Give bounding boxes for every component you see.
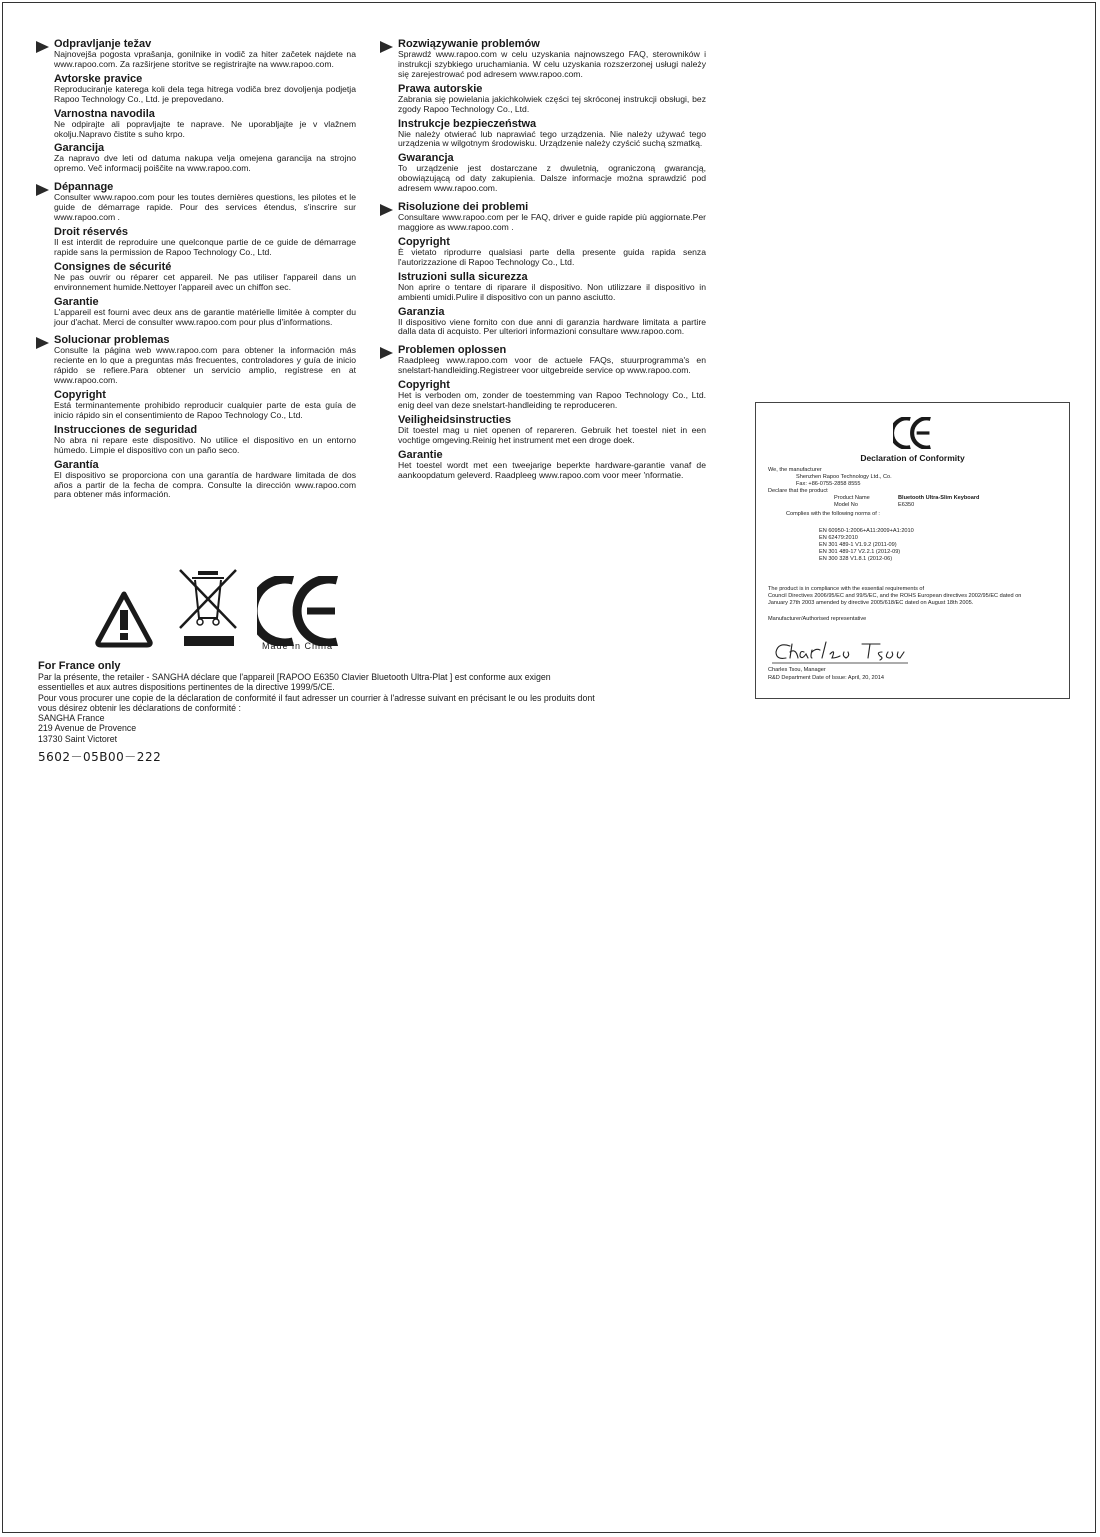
france-title: For France only (38, 660, 121, 672)
doc-we: We, the manufacturer (768, 467, 822, 473)
ce-mark-icon (893, 417, 933, 449)
section-body: Nie należy otwierać lub naprawiać tego urządzenia. Nie należy używać tego urządzenia w wilgotnym środowisku. Urządzenie należy czyścić suchą szmatką. (398, 128, 706, 149)
france-line: SANGHA France (38, 713, 105, 724)
left-column (36, 38, 356, 507)
section-heading: Veiligheidsinstructies (398, 413, 512, 426)
section-body: Está terminantemente prohibido reproducir cualquier parte de esta guía de inicio rápido sin el consentimiento de Rapoo Technology Co., Ltd. (54, 400, 356, 420)
doc-norm: EN 300 328 V1.8.1 (2012-06) (819, 556, 893, 562)
section-heading: Instrucciones de seguridad (54, 423, 198, 436)
arrow-bullet-icon (36, 184, 49, 196)
language-block-slovenian (36, 38, 356, 174)
section-body: L'appareil est fourni avec deux ans de garantie matérielle limitée à compter du jour d'achat. Merci de consulter www.rapoo.com pour plus d'informations. (54, 306, 356, 327)
section-heading: Droit réservés (54, 225, 128, 238)
doc-product-name-label: Product Name (834, 495, 870, 501)
doc-signer: Charles Tsou, Manager (768, 667, 826, 673)
doc-product-name: Bluetooth Ultra-Slim Keyboard (898, 495, 980, 501)
doc-model: E6350 (898, 502, 915, 508)
section-body: Consulte la página web www.rapoo.com para obtener la información más reciente en lo que a preguntas más frecuentes, controladores y guía de inicio rápido se refiere.Para obtener un servicio amplio, regístrese en at www.rapoo.com. (54, 345, 356, 386)
section-body: Najnovejša pogosta vprašanja, gonilnike in vodič za hiter začetek najdete na www.rapoo.com. Za razširjene storitve se registrirajte na www.rapoo.com. (54, 49, 356, 69)
section-heading: Istruzioni sulla sicurezza (398, 270, 528, 283)
france-line: vous désirez obtenir les déclarations de conformité : (38, 702, 241, 713)
declaration-of-conformity (755, 402, 1070, 699)
section-heading: Copyright (54, 389, 106, 402)
language-block-spanish (36, 334, 356, 500)
arrow-bullet-icon (36, 337, 49, 349)
doc-compliance: January 27th 2003 amended by directive 2005/618/EC dated on August 18th 2005. (768, 600, 974, 606)
section-body: Reproduciranje katerega koli dela tega hitrega vodiča brez dovoljenja podjetja Rapoo Technology Co., Ltd. je prepovedano. (54, 83, 356, 104)
arrow-bullet-icon (380, 204, 393, 216)
weee-bin-icon (176, 566, 242, 648)
section-heading: Avtorske pravice (54, 72, 143, 85)
section-body: Het is verboden om, zonder de toestemming van Rapoo Technology Co., Ltd. enig deel van deze snelstart-handleiding te reproduceren. (398, 390, 706, 411)
language-block-dutch (380, 344, 706, 480)
section-body: È vietato riprodurre qualsiasi parte della presente guida rapida senza l'autorizzazione di Rapoo Technology Co., Ltd. (398, 246, 706, 267)
language-block-polish (380, 38, 706, 194)
section-heading: Risoluzione dei problemi (398, 201, 529, 214)
section-heading: Garanzia (398, 305, 445, 318)
doc-company: Shenzhen Rapoo Technology Ltd., Co. (796, 474, 892, 480)
section-body: Ne pas ouvrir ou réparer cet appareil. Ne pas utiliser l'appareil dans un environnement humide.Nettoyer l'appareil avec un chiffon sec. (54, 271, 356, 292)
doc-department: R&D Department Date of Issue: April, 20, 2014 (768, 675, 884, 681)
doc-compliance: The product is in compliance with the essential requirements of (768, 586, 925, 592)
section-body: Dit toestel mag u niet openen of repareren. Gebruik het toestel niet in een vochtige omgeving.Reinig het instrument met een droge doek. (398, 424, 706, 445)
section-heading: Rozwiązywanie problemów (398, 38, 540, 50)
section-heading: Garantía (54, 458, 99, 471)
section-body: To urządzenie jest dostarczane z dwuletnią, ograniczoną gwarancją, obowiązującą od daty zakupienia. Dalsze informacje można sprawdzić pod adresem www.rapoo.com. (398, 163, 706, 194)
section-heading: Gwarancja (398, 152, 454, 165)
section-heading: Consignes de sécurité (54, 260, 172, 273)
section-heading: Copyright (398, 379, 450, 392)
section-body: Zabrania się powielania jakichkolwiek części tej skróconej instrukcji obsługi, bez zgody Rapoo Technology Co., Ltd. (398, 93, 706, 114)
doc-norm: EN 60950-1:2006+A11:2009+A1:2010 (819, 528, 914, 534)
handwritten-signature (770, 638, 910, 664)
section-body: Il dispositivo viene fornito con due anni di garanzia hardware limitata a partire dalla data di acquisto. Per ulteriori informazioni consultare www.rapoo.com. (398, 316, 706, 337)
france-line: 219 Avenue de Provence (38, 723, 137, 734)
language-block-italian (380, 201, 706, 337)
section-body: Raadpleeg www.rapoo.com voor de actuele FAQs, stuurprogramma's en snelstart-handleiding.Registreer voor uitgebreide service op www.rapoo.com. (398, 355, 706, 376)
section-heading: Garancija (54, 142, 105, 155)
part-number: 5602－05B00－222 (38, 750, 162, 765)
doc-model-label: Model No (834, 502, 858, 508)
section-body: Ne odpirajte ali popravljajte te naprave. Ne uporabljajte je v vlažnem okolju.Napravo čistite s suho krpo. (54, 118, 356, 139)
doc-complies: Complies with the following norms of : (786, 511, 880, 517)
section-body: Consultare www.rapoo.com per le FAQ, driver e guide rapide più aggiornate.Per maggiore as www.rapoo.com . (398, 212, 706, 232)
section-body: Het toestel wordt met een tweejarige beperkte hardware-garantie vanaf de aankoopdatum geleverd. Raadpleeg www.rapoo.com voor meer 'nformatie. (398, 459, 706, 480)
doc-norm: EN 301 489-1 V1.9.2 (2011-09) (819, 542, 897, 548)
france-line: essentielles et aux autres dispositions pertinentes de la directive 1999/5/CE. (38, 682, 335, 693)
france-line: Par la présente, the retailer - SANGHA déclare que l'appareil [RAPOO E6350 Clavier Bluetooth Ultra-Plat ] est conforme aux exigen (38, 672, 551, 682)
warning-icon (94, 590, 154, 650)
arrow-bullet-icon (36, 41, 49, 53)
france-line: Pour vous procurer une copie de la déclaration de conformité il faut adresser un courrier à l'adresse suivant en précisant le ou les produits dont (38, 692, 595, 703)
france-line: 13730 Saint Victoret (38, 733, 118, 744)
section-body: Non aprire o tentare di riparare il dispositivo. Non utilizzare il dispositivo in ambienti umidi.Pulire il dispositivo con un panno asciutto. (398, 281, 706, 302)
middle-column (380, 38, 706, 488)
section-heading: Garantie (398, 448, 443, 461)
section-body: No abra ni repare este dispositivo. No utilice el dispositivo en un entorno húmedo. Limpie el dispositivo con un paño seco. (54, 434, 356, 455)
section-heading: Odpravljanje težav (54, 38, 152, 50)
doc-title: Declaration of Conformity (860, 453, 965, 463)
section-heading: Copyright (398, 235, 450, 248)
doc-fax: Fax: +86-0755-2858 8555 (796, 481, 861, 487)
section-heading: Garantie (54, 295, 99, 308)
france-notice (38, 660, 718, 765)
section-heading: Prawa autorskie (398, 82, 483, 95)
language-block-french (36, 181, 356, 327)
doc-norm: EN 62479:2010 (819, 535, 858, 541)
section-heading: Solucionar problemas (54, 334, 170, 347)
doc-norm: EN 301 489-17 V2.2.1 (2012-09) (819, 549, 901, 555)
made-in-label: Made in China (262, 641, 334, 651)
doc-representative: Manufacturer/Authorised representative (768, 616, 867, 622)
ce-mark-icon (257, 576, 341, 646)
section-heading: Instrukcje bezpieczeństwa (398, 117, 537, 130)
section-body: El dispositivo se proporciona con una garantía de hardware limitada de dos años a partir de la fecha de compra. Consulte la dirección www.rapoo.com para obtener más información. (54, 469, 356, 500)
section-body: Il est interdit de reproduire une quelconque partie de ce guide de démarrage rapide sans la permission de Rapoo Technology Co., Ltd. (54, 236, 356, 257)
section-body: Sprawdź www.rapoo.com w celu uzyskania najnowszego FAQ, sterowników i instrukcji szybkiego uruchamiania. W celu uzyskania rozszerzonej usługi należy się zarejestrować pod adresem www.rapoo.com. (398, 49, 706, 79)
arrow-bullet-icon (380, 41, 393, 53)
section-heading: Problemen oplossen (398, 344, 507, 357)
section-heading: Dépannage (54, 181, 114, 194)
section-body: Consulter www.rapoo.com pour les toutes dernières questions, les pilotes et le guide de démarrage rapide. Pour des services étendus, s'inscrire sur www.rapoo.com . (54, 192, 356, 223)
section-heading: Varnostna navodila (54, 107, 155, 120)
doc-declare: Declare that the product (768, 488, 828, 494)
doc-compliance: Council Directives 2006/95/EC and 99/5/EC, and the ROHS European directives 2002/95/EC dated on (768, 593, 1022, 599)
section-body: Za napravo dve leti od datuma nakupa velja omejena garancija na strojno opremo. Več informacij poiščite na www.rapoo.com. (54, 153, 356, 174)
arrow-bullet-icon (380, 347, 393, 359)
